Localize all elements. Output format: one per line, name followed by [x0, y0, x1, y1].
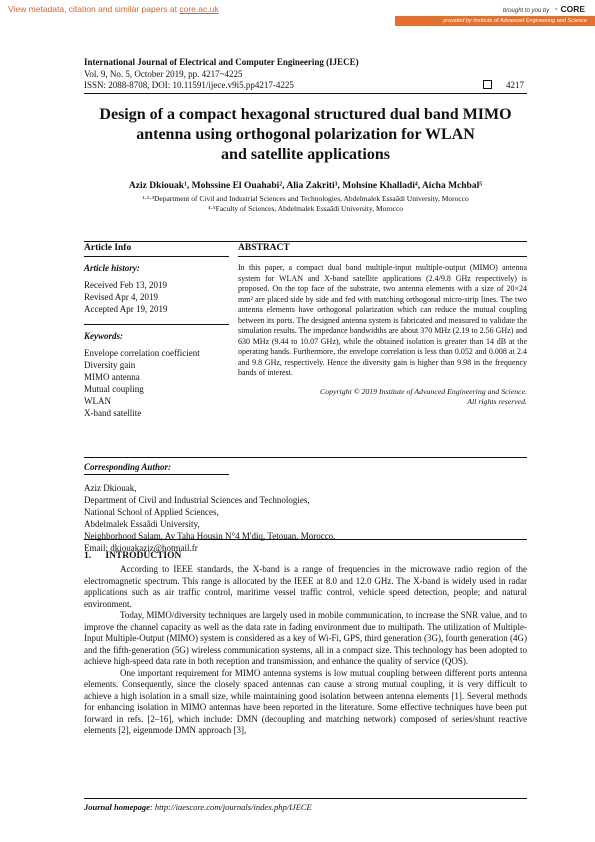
info-top-rule [84, 241, 527, 242]
provided-text: provided by Institute of Advanced Engineering and Science [443, 18, 587, 24]
homepage-url[interactable]: : http://iaescore.com/journals/index.php/IJECE [149, 802, 312, 812]
core-logo-text: CORE [560, 4, 585, 14]
keyword: Mutual coupling [84, 384, 144, 394]
core-provided-bar [395, 16, 595, 26]
title-line: antenna using orthogonal polarization for WLAN [136, 126, 475, 143]
core-logo-icon: ◔ [552, 4, 559, 14]
homepage-label: Journal homepage [84, 802, 150, 812]
corresponding-line: National School of Applied Sciences, [84, 507, 219, 517]
journal-header [84, 57, 359, 92]
corresponding-line: Neighborhood Salam, Av Taha Housin N°4 M'diq, Tetouan, Morocco. [84, 531, 336, 541]
journal-homepage [84, 802, 312, 812]
core-brought-by [503, 4, 585, 14]
section-heading: 1. INTRODUCTION [84, 551, 182, 561]
article-info-heading: Article Info [84, 243, 132, 253]
history-item: Accepted Apr 19, 2019 [84, 304, 168, 314]
title-line: and satellite applications [221, 146, 390, 163]
intro-body [84, 564, 527, 737]
author-bottom-rule [84, 539, 527, 540]
core-metadata-link[interactable] [8, 4, 219, 14]
keyword: MIMO antenna [84, 372, 140, 382]
abstract-body [238, 256, 527, 408]
core-link-anchor[interactable]: core.ac.uk [179, 4, 219, 14]
title-line: Design of a compact hexagonal structured dual band MIMO [99, 106, 512, 123]
history-heading: Article history: [84, 263, 140, 273]
core-link-text: View metadata, citation and similar papers at [8, 4, 180, 14]
article-info [84, 243, 229, 419]
affiliation: ⁴·⁵Faculty of Sciences, Abdelmalek Essaâdi University, Morocco [207, 204, 404, 213]
keyword: Diversity gain [84, 360, 136, 370]
keywords-heading: Keywords: [84, 331, 123, 341]
history-list [84, 279, 229, 315]
page-number [483, 80, 524, 90]
core-logo[interactable] [553, 4, 585, 14]
copyright-line: All rights reserved. [467, 397, 527, 406]
corresponding-author [84, 462, 527, 554]
abstract-text: In this paper, a compact dual band multiple-input multiple-output (MIMO) antenna system for WLAN and X-band satellite applications (2.4/9.8 GHz respectively) is proposed. On the top face of the substrate, two antenna elements with a size of 20×24 mm² are placed side by side and fed with matching orthogonal micro-strip lines. The two antenna elements have orthogonal polarization which can reduce the mutual coupling between its ports. The designed antenna system is fabricated and measured to validate the simulation results. The impedance bandwidths are about 370 MHz (2.19 to 2.56 GHz) and 630 MHz (9.44 to 10.07 GHz), while the obtained isolation is greater than 14 dB at the operating bands. Furthermore, the envelope correlation is less than 0.052 and 0.008 at 2.4 and 9.8 GHz, respectively. Hence the diversity gain is higher than 9.98 in the frequency bands of interest. [238, 263, 527, 377]
keyword: WLAN [84, 396, 111, 406]
corresponding-line: Abdelmalek Essaâdi University, [84, 519, 200, 529]
brought-text: brought to you by [502, 8, 550, 14]
journal-issn: ISSN: 2088-8708, DOI: 10.11591/ijece.v9i5.pp4217-4225 [84, 80, 294, 90]
header-rule [84, 93, 527, 94]
copyright-line: Copyright © 2019 Institute of Advanced Engineering and Science. [320, 386, 527, 396]
abstract-heading: ABSTRACT [238, 243, 290, 253]
info-bottom-rule [84, 457, 527, 458]
keyword: X-band satellite [84, 408, 142, 418]
page-number-text: 4217 [506, 80, 524, 90]
corresponding-heading: Corresponding Author: [84, 462, 171, 472]
history-item: Revised Apr 4, 2019 [84, 292, 158, 302]
footer-rule [84, 798, 527, 799]
intro-paragraph: Today, MIMO/diversity techniques are largely used in mobile communication, to increase the SNR value, and to improve the channel capacity as well as the data rate in fading environment due to multipath. The utilization of Multiple-Input Multiple-Output (MIMO) system is considered as a key of Wi-Fi, GPS, third generation (3G), fourth generation (4G) and the fifth-generation (5G) wireless communication systems, all in a compact size. This technology has been adopted to achieve high-speed data rate in both reception and transmission, and enhance the quality of service (QOS). [84, 610, 527, 666]
square-icon [483, 80, 492, 89]
keywords-block [84, 324, 229, 419]
corresponding-lines [84, 482, 527, 554]
corresponding-rule [84, 474, 229, 475]
affiliation: ¹·²·³Department of Civil and Industrial Sciences and Technologies, Abdelmalek Essaâdi University, Morocco [142, 194, 469, 203]
journal-name: International Journal of Electrical and Computer Engineering (IJECE) [84, 57, 359, 67]
keywords-list [84, 347, 229, 419]
history-block [84, 256, 229, 315]
corresponding-line: Aziz Dkiouak, [84, 483, 137, 493]
corresponding-line: Department of Civil and Industrial Sciences and Technologies, [84, 495, 310, 505]
history-item: Received Feb 13, 2019 [84, 280, 167, 290]
journal-volume: Vol. 9, No. 5, October 2019, pp. 4217~4225 [84, 68, 243, 79]
copyright [238, 387, 527, 408]
intro-paragraph: One important requirement for MIMO antenna systems is low mutual coupling between different ports antenna elements. Consequently, since the closely spaced antennas can cause a strong mutual coupling, it is very difficult to achieve a high isolation in a small size, while maintaining good isolation between antenna elements [1]. Several methods for enhancing isolation in MIMO antennas have been reported in the literature. Some effective techniques have been put forward in refs. [2–16], which include: DMN (decoupling and matching network) composed of series/shunt reactive elements [2], eigenmode DMN approach [3], [84, 667, 527, 735]
corresponding-email[interactable]: Email: dkiouakaziz@hotmail.fr [84, 543, 198, 553]
authors: Aziz Dkiouak¹, Mohssine El Ouahabi², Alia Zakriti³, Mohsine Khalladi⁴, Aicha Mchbal⁵ [128, 181, 483, 191]
paper-title [84, 105, 527, 165]
keyword: Envelope correlation coefficient [84, 348, 200, 358]
abstract-section [238, 243, 527, 408]
intro-paragraph: According to IEEE standards, the X-band is a range of frequencies in the microwave radio region of the electromagnetic spectrum. This range is allocated by the IEEE at 8.0 and 12.0 GHz. The X-band is widely used in radar applications such as air traffic control, maritime vessel traffic control, vehicle speed detection, people; and natural environment. [84, 564, 527, 609]
